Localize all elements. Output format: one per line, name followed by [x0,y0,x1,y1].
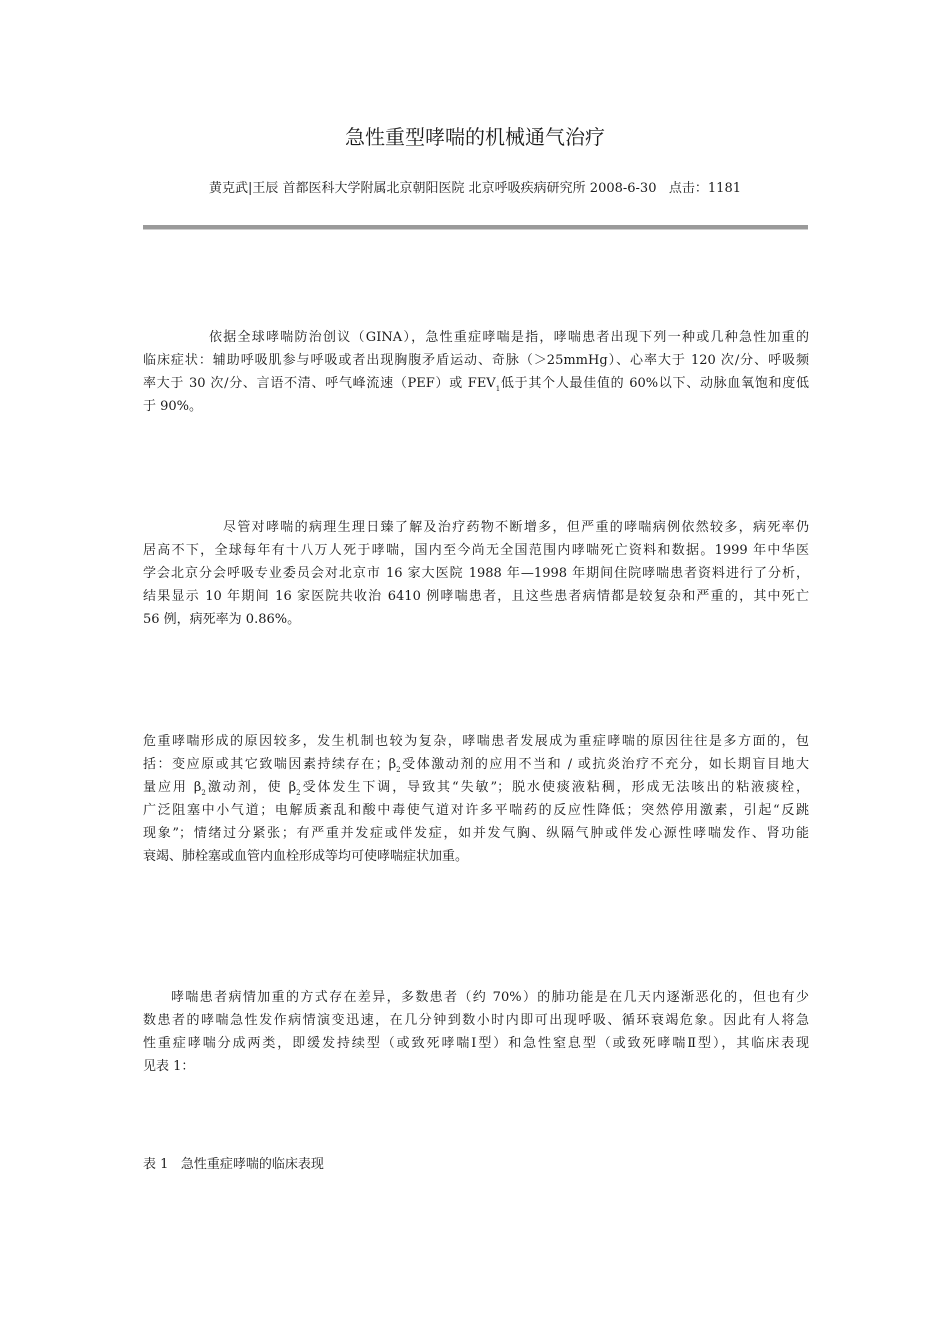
table-caption [143,1156,324,1174]
line-text: 激动剂，使 β [205,780,297,795]
paragraph-line [143,753,809,776]
paragraph-line: 危重哮喘形成的原因较多，发生机制也较为复杂，哮喘患者发展成为重症哮喘的原因往往是多方面的，包 [143,734,809,749]
byline-affiliation: 首都医科大学附属北京朝阳医院 北京呼吸疾病研究所 [282,181,586,196]
paragraph-line: 56 例，病死率为 0.86%。 [143,612,301,627]
paragraph-line: 数患者的哮喘急性发作病情演变迅速，在几分钟到数小时内即可出现呼吸、循环衰竭危象。因此有人将急 [143,1013,809,1028]
paragraph-line: 依据全球哮喘防治创议（GINA），急性重症哮喘是指，哮喘患者出现下列一种或几种急性加重的 [209,330,809,345]
table-caption-label: 表 1 [143,1157,169,1172]
table-caption-text: 急性重症哮喘的临床表现 [180,1157,324,1172]
byline-clicks-label: 点击： [668,181,708,196]
byline-clicks-count: 1181 [707,181,741,196]
subscript: 2 [201,789,206,797]
line-text: 量应用 β [143,780,202,795]
line-text: 括：变应原或其它致喘因素持续存在；β [143,757,397,772]
paragraph-causes [143,730,809,868]
paragraph-line: 结果显示 10 年期间 16 家医院共收治 6410 例哮喘患者，且这些患者病情都是较复杂和严重的，其中死亡 [143,589,809,604]
page-title: 急性重型哮喘的机械通气治疗 [345,125,605,149]
line-text: 受体激动剂的应用不当和 / 或抗炎治疗不充分，如长期盲目地大 [400,757,809,772]
subscript: 2 [296,789,301,797]
subscript: 2 [396,766,401,774]
paragraph-line: 临床症状：辅助呼吸肌参与呼吸或者出现胸腹矛盾运动、奇脉（＞25mmHg）、心率大于 120 次/分、呼吸频 [143,353,809,368]
paragraph-line: 见表 1： [143,1059,195,1074]
paragraph-line: 衰竭、肺栓塞或血管内血栓形成等均可使哮喘症状加重。 [143,849,469,864]
paragraph-line [143,776,809,799]
paragraph-line: 现象”；情绪过分紧张；有严重并发症或伴发症，如并发气胸、纵隔气肿或伴发心源性哮喘发作、肾功能 [143,826,809,841]
byline-date: 2008-6-30 [589,181,657,196]
paragraph-line: 居高不下，全球每年有十八万人死于哮喘，国内至今尚无全国范围内哮喘死亡资料和数据。1999 年中华医 [143,543,809,558]
paragraph-line: 广泛阻塞中小气道；电解质紊乱和酸中毒使气道对许多平喘药的反应性降低；突然停用激素，引起“反跳 [143,803,809,818]
paragraph-gina-definition [143,326,809,418]
header-divider [143,225,808,230]
subscript: 1 [495,385,501,393]
paragraph-mortality [143,516,809,631]
paragraph-line: 于 90%。 [143,399,203,414]
paragraph-line [143,372,809,395]
byline [0,180,950,198]
byline-authors: 黄克武|王辰 [208,181,279,196]
paragraph-line: 性重症哮喘分成两类，即缓发持续型（或致死哮喘Ⅰ型）和急性窒息型（或致死哮喘Ⅱ型），其临床表现 [143,1036,809,1051]
line-text: 率大于 30 次/分、言语不清、呼气峰流速（PEF）或 FEV [143,376,496,391]
line-text: 低于其个人最佳值的 60%以下、动脉血氧饱和度低 [500,376,809,391]
paragraph-line: 学会北京分会呼吸专业委员会对北京市 16 家大医院 1988 年—1998 年期间住院哮喘患者资料进行了分析， [143,566,809,581]
paragraph-exacerbation-types [143,986,809,1078]
paragraph-line: 尽管对哮喘的病理生理日臻了解及治疗药物不断增多，但严重的哮喘病例依然较多，病死率仍 [223,520,809,535]
line-text: 受体发生下调，导致其“失敏”；脱水使痰液粘稠，形成无法咳出的粘液痰栓， [300,780,809,795]
paragraph-line: 哮喘患者病情加重的方式存在差异，多数患者（约 70%）的肺功能是在几天内逐渐恶化的，但也有少 [171,990,809,1005]
